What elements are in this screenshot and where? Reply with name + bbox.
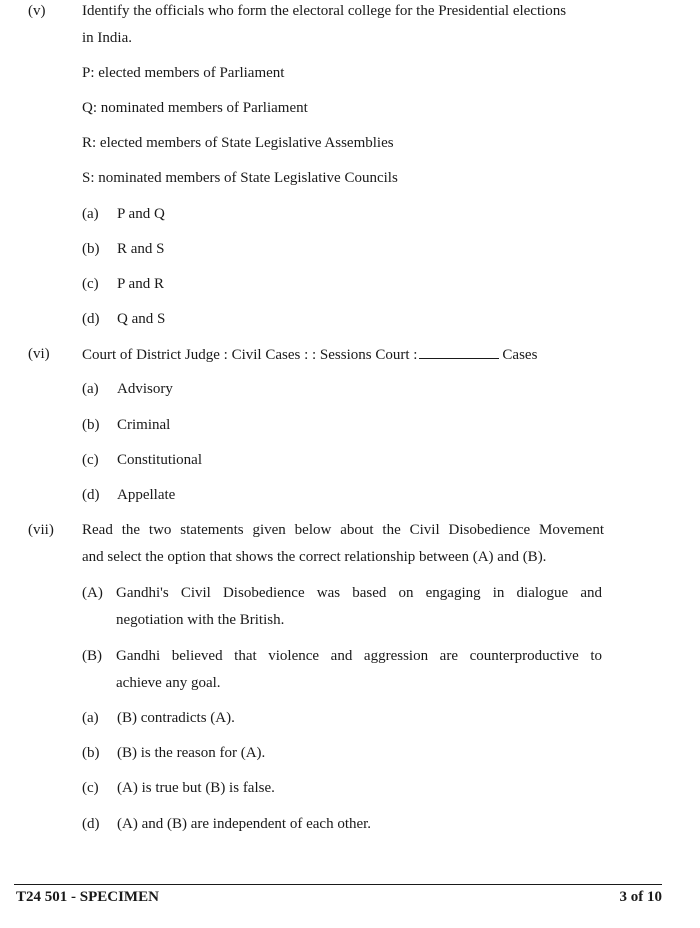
- option-text-v-d: Q and S: [117, 311, 166, 327]
- footer-page-number: 3 of 10: [619, 889, 662, 905]
- option-text-vi-d: Appellate: [117, 487, 176, 503]
- question-number-v: (v): [28, 3, 46, 19]
- option-text-vi-b: Criminal: [117, 417, 171, 433]
- item-p: P: elected members of Parliament: [82, 65, 285, 81]
- statement-text-a-line1: Gandhi's Civil Disobedience was based on engaging in dialogue and: [116, 585, 602, 601]
- item-q: Q: nominated members of Parliament: [82, 100, 308, 116]
- statement-text-a-line2: negotiation with the British.: [116, 612, 285, 628]
- option-label-vii-a: (a): [82, 710, 99, 726]
- option-label-vi-d: (d): [82, 487, 100, 503]
- footer-divider: [14, 884, 662, 885]
- statement-label-b: (B): [82, 648, 102, 664]
- option-text-vi-a: Advisory: [117, 381, 173, 397]
- question-text-vi-after: Cases: [502, 347, 538, 363]
- question-text-v-line2: in India.: [82, 30, 132, 46]
- option-label-vi-b: (b): [82, 417, 100, 433]
- option-label-v-d: (d): [82, 311, 100, 327]
- footer-paper-code: T24 501 - SPECIMEN: [16, 889, 159, 905]
- item-r: R: elected members of State Legislative Assemblies: [82, 135, 394, 151]
- option-label-vi-c: (c): [82, 452, 99, 468]
- question-text-vi-before: Court of District Judge : Civil Cases : : Sessions Court :: [82, 347, 418, 363]
- option-text-vii-d: (A) and (B) are independent of each other.: [117, 816, 372, 832]
- answer-blank: [419, 345, 499, 359]
- question-number-vii: (vii): [28, 522, 54, 538]
- option-label-vi-a: (a): [82, 381, 99, 397]
- option-label-vii-b: (b): [82, 745, 100, 761]
- question-text-vii-line1: Read the two statements given below about the Civil Disobedience Movement: [82, 522, 604, 538]
- statement-label-a: (A): [82, 585, 103, 601]
- option-text-v-a: P and Q: [117, 206, 165, 222]
- option-text-vi-c: Constitutional: [117, 452, 203, 468]
- option-text-vii-a: (B) contradicts (A).: [117, 710, 235, 726]
- question-number-vi: (vi): [28, 346, 50, 362]
- question-text-vi: [82, 345, 537, 364]
- option-text-vii-c: (A) is true but (B) is false.: [117, 780, 275, 796]
- question-text-vii-line2: and select the option that shows the correct relationship between (A) and (B).: [82, 549, 547, 565]
- option-text-vii-b: (B) is the reason for (A).: [117, 745, 266, 761]
- question-text-v-line1: Identify the officials who form the electoral college for the Presidential elections: [82, 3, 567, 19]
- option-label-vii-c: (c): [82, 780, 99, 796]
- option-text-v-c: P and R: [117, 276, 164, 292]
- item-s: S: nominated members of State Legislative Councils: [82, 170, 398, 186]
- option-label-v-c: (c): [82, 276, 99, 292]
- option-text-v-b: R and S: [117, 241, 165, 257]
- option-label-v-b: (b): [82, 241, 100, 257]
- option-label-v-a: (a): [82, 206, 99, 222]
- statement-text-b-line2: achieve any goal.: [116, 675, 221, 691]
- statement-text-b-line1: Gandhi believed that violence and aggression are counterproductive to: [116, 648, 602, 664]
- option-label-vii-d: (d): [82, 816, 100, 832]
